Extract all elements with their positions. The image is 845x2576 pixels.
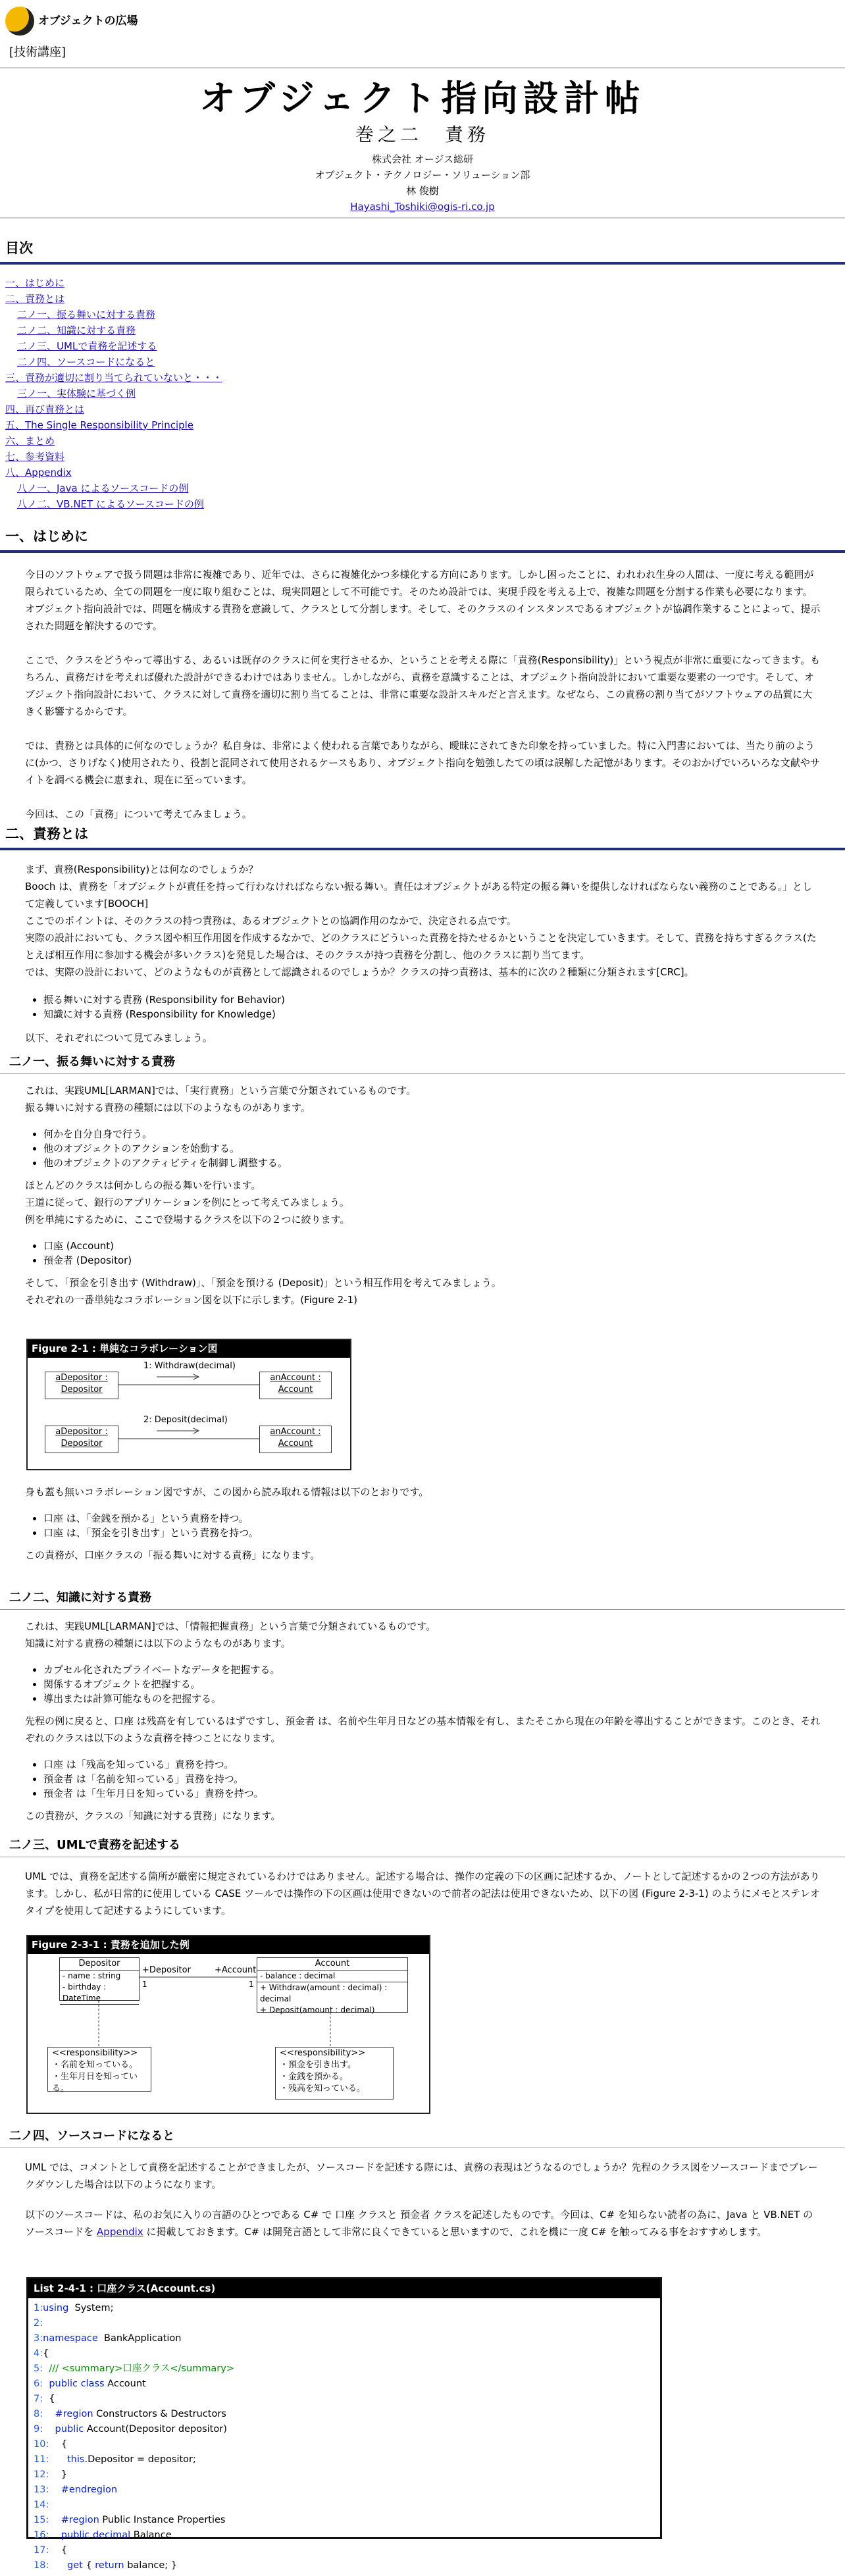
title-block: [0, 75, 845, 215]
section-uml-responsibility: [0, 1836, 845, 1919]
list-item: • 知識に対する責務 (Responsibility for Knowledge): [43, 1007, 845, 1021]
code-line: 15: #region Public Instance Properties: [34, 2514, 226, 2525]
section-source-code: [0, 2127, 845, 2240]
multiplicity-label: 1: [249, 1980, 254, 1989]
section-heading: 二、責務とは: [0, 824, 845, 850]
role-label: +Depositor: [142, 1965, 191, 1975]
list-item: • 振る舞いに対する責務 (Responsibility for Behavior): [43, 992, 845, 1007]
message-label: 2: Deposit(decimal): [143, 1415, 228, 1425]
code-line: 2:: [34, 2317, 43, 2329]
paragraph: そして、「預金を引き出す (Withdraw)」、「預金を預ける (Deposit)」という相互作用を考えてみましょう。: [25, 1277, 501, 1289]
toc-link[interactable]: 八、Appendix: [5, 466, 72, 478]
list-item: • 関係するオブジェクトを把握する。: [43, 1677, 845, 1691]
code-line: 8: #region Constructors & Destructors: [34, 2408, 226, 2419]
paragraph: ここで、クラスをどうやって導出する、あるいは既存のクラスに何を実行させるか、ということを考える際に「責務(Responsibility)」という視点が非常に重要になってきます。もちろん、責務だけを考えれば優れた設計ができるわけではありません。しかしながら、責務を意識することは、オブジェクト指向設計において重要な要素の一つです。そして、オブジェクト指向設計において、クラスに対して責務を適切に割り当てることは、非常に重要な設計スキルだと言えます。なぜなら、この責務の割り当てがソフトウェアの品質に大きく影響するからです。: [25, 654, 821, 717]
message-label: 1: Withdraw(decimal): [143, 1361, 236, 1371]
paragraph: 今回は、この「責務」について考えてみましょう。: [25, 808, 252, 820]
author: 林 俊樹: [406, 185, 439, 197]
paragraph: では、実際の設計において、どのようなものが責務として認識されるのでしょうか？クラスの持つ責務は、基本的に次の２種類に分類されます[CRC]。: [25, 966, 694, 978]
uml-class-account: Account - balance : decimal + Withdraw(amount : decimal) : decimal + Deposit(amount : decimal): [257, 1957, 408, 2013]
site-logo-icon[interactable]: [5, 7, 34, 36]
code-line: 6: public class Account: [34, 2378, 146, 2389]
toc-link[interactable]: 二ノ三、UMLで責務を記述する: [17, 340, 157, 352]
subsection-heading: 二ノ一、振る舞いに対する責務: [0, 1053, 845, 1074]
code-line: 9: public Account(Depositor depositor): [34, 2423, 227, 2434]
uml-note-account: <<responsibility>> ・預金を引き出す。 ・金銭を預かる。 ・残高を知っている。: [275, 2047, 394, 2099]
code-line: 10: {: [34, 2438, 68, 2450]
uml-object-depositor: aDepositor : Depositor: [45, 1426, 118, 1453]
toc-link[interactable]: 三、責務が適切に割り当てられていないと・・・: [5, 371, 223, 384]
section-heading: 一、はじめに: [0, 527, 845, 553]
divider: [0, 217, 845, 219]
list-item: • 口座 は、「預金を引き出す」という責務を持つ。: [43, 1526, 845, 1540]
code-line: 1:using System;: [34, 2302, 114, 2313]
site-name[interactable]: オブジェクトの広場: [38, 14, 138, 28]
paragraph: UML では、責務を記述する箇所が厳密に規定されているわけではありません。記述する場合は、操作の定義の下の区画に記述するか、ノートとして記述するかの２つの方法があります。しかし、私が日常的に使用している CASE ツールでは操作の下の区画は使用できないので前者の記法は使用できないため、以下の図 (Figure 2-3-1) のようにメモとステレオタイプを使用して記述するようにしています。: [25, 1870, 820, 1917]
list-item: • 口座 (Account): [43, 1239, 845, 1253]
bullet-list: [0, 1757, 845, 1801]
bullet-list: [0, 1239, 845, 1268]
paragraph: 知識に対する責務の種類には以下のようなものがあります。: [25, 1637, 291, 1649]
code-line: 16: public decimal Balance: [34, 2529, 172, 2540]
category-label: [技術講座]: [9, 45, 66, 59]
uml-object-account: anAccount : Account: [259, 1372, 332, 1399]
page-title: オブジェクト指向設計帖: [199, 77, 646, 119]
paragraph: では、責務とは具体的に何なのでしょうか？私自身は、非常によく使われる言葉でありながら、曖昧にされてきた印象を持っていました。特に入門書においては、当たり前のように(かつ、さりげなく)使用されたり、役割と混同されて使用されるケースもあり、オブジェクト指向を勉強したての頃は誤解した記憶があります。そのおかげでいろいろな文献やサイトを調べる機会に恵まれ、現在に至っています。: [25, 739, 820, 786]
list-item: • カプセル化されたプライベートなデータを把握する。: [43, 1662, 845, 1677]
paragraph: まず、責務(Responsibility)とは何なのでしょうか？: [25, 863, 259, 875]
uml-object-account: anAccount : Account: [259, 1426, 332, 1453]
toc-link[interactable]: 八ノ二、VB.NET によるソースコードの例: [17, 498, 204, 510]
paragraph: この責務が、口座クラスの「振る舞いに対する責務」になります。: [25, 1549, 320, 1561]
section-responsibility: [0, 824, 845, 1046]
subsection-heading: 二ノ二、知識に対する責務: [0, 1589, 845, 1610]
paragraph: ここでのポイントは、そのクラスの持つ責務は、あるオブジェクトとの協調作用のなかで、決定される点です。: [25, 914, 517, 927]
code-line: 7: {: [34, 2393, 55, 2404]
paragraph: これは、実践UML[LARMAN]では、「情報把握責務」という言葉で分類されているものです。: [25, 1620, 436, 1632]
toc-link[interactable]: 四、再び責務とは: [5, 403, 85, 415]
company: 株式会社 オージス総研: [371, 153, 474, 166]
toc-link[interactable]: 二ノ一、振る舞いに対する責務: [17, 308, 156, 321]
paragraph: UML では、コメントとして責務を記述することができましたが、ソースコードを記述する際には、責務の表現はどうなるのでしょうか？先程のクラス図をソースコードまでブレークダウンした場合は以下のようになります。: [25, 2161, 818, 2190]
figure-notes: [0, 1483, 845, 1564]
uml-object-depositor: aDepositor : Depositor: [45, 1372, 118, 1399]
list-item: • 導出または計算可能なものを把握する。: [43, 1691, 845, 1706]
toc-section: [0, 238, 845, 512]
site-header: [0, 0, 845, 41]
uml-class-depositor: Depositor - name : string - birthday : DateTime: [59, 1957, 140, 2001]
paragraph: 身も蓋も無いコラボレーション図ですが、この図から読み取れる情報は以下のとおりです。: [25, 1486, 429, 1498]
volume-title: 巻之二 責務: [355, 124, 490, 146]
paragraph: この責務が、クラスの「知識に対する責務」になります。: [25, 1810, 281, 1822]
code-line: 13: #endregion: [34, 2484, 118, 2495]
toc-list: [0, 265, 845, 512]
paragraph: 王道に従って、銀行のアプリケーションを例にとって考えてみましょう。: [25, 1197, 349, 1208]
toc-link[interactable]: 三ノ一、実体験に基づく例: [17, 387, 136, 399]
code-line: 14:: [34, 2499, 49, 2510]
bullet-list: [0, 1662, 845, 1706]
paragraph: これは、実践UML[LARMAN]では、「実行責務」という言葉で分類されているものです。: [25, 1085, 417, 1096]
multiplicity-label: 1: [142, 1980, 147, 1989]
appendix-link[interactable]: Appendix: [97, 2226, 143, 2238]
code-block: [28, 2298, 660, 2576]
code-line: 3:namespace BankApplication: [34, 2332, 182, 2344]
list-item: • 預金者 は「生年月日を知っている」責務を持つ。: [43, 1786, 845, 1801]
paragraph: それぞれの一番単純なコラボレーション図を以下に示します。(Figure 2-1): [25, 1294, 357, 1306]
code-line: 12: }: [34, 2469, 68, 2480]
divider: [0, 67, 845, 68]
list-item: • 預金者 (Depositor): [43, 1253, 845, 1268]
paragraph: 振る舞いに対する責務の種類には以下のようなものがあります。: [25, 1102, 311, 1114]
toc-link[interactable]: 一、はじめに: [5, 276, 65, 289]
department: オブジェクト・テクノロジー・ソリューション部: [315, 169, 530, 182]
subsection-heading: 二ノ三、UMLで責務を記述する: [0, 1836, 845, 1857]
subsection-heading: 二ノ四、ソースコードになると: [0, 2127, 845, 2148]
paragraph: 例を単純にするために、ここで登場するクラスを以下の２つに絞ります。: [25, 1214, 350, 1225]
list-item: • 何かを自分自身で行う。: [43, 1127, 845, 1141]
figure-title: Figure 2-3-1 : 責務を追加した例: [28, 1936, 429, 1954]
toc-heading: 目次: [0, 238, 845, 265]
paragraph: 先程の例に戻ると、口座 は残高を有しているはずですし、預金者 は、名前や生年月日などの基本情報を有し、またそこから現在の年齢を導出することができます。このとき、それぞれのクラスは以下のような責務を持つことになります。: [25, 1715, 821, 1744]
author-email-link[interactable]: Hayashi_Toshiki@ogis-ri.co.jp: [350, 201, 495, 213]
code-caption: List 2-4-1 : 口座クラス(Account.cs): [28, 2279, 660, 2298]
figure-class-diagram: [26, 1935, 430, 2114]
section-knowledge-responsibility: [0, 1589, 845, 1824]
toc-link[interactable]: 二ノ二、知識に対する責務: [17, 324, 136, 336]
toc-link[interactable]: 二、責務とは: [5, 292, 65, 305]
paragraph: 以下、それぞれについて見てみましょう。: [25, 1031, 213, 1044]
code-line: 4:{: [34, 2348, 49, 2359]
uml-note-depositor: <<responsibility>> ・名前を知っている。 ・生年月日を知っている。: [47, 2047, 151, 2092]
toc-link[interactable]: 二ノ四、ソースコードになると: [17, 355, 155, 368]
bullet-list: [0, 992, 845, 1021]
paragraph: 実際の設計においても、クラス図や相互作用図を作成するなかで、どのクラスにどういった責務を持たせるかということを決定していきます。そして、責務を持ちすぎるクラス(たとえば相互作用に参加する機会が多いクラス)を発見した場合は、そのクラスが持つ責務を分割し、他のクラスに割り当てます。: [25, 931, 817, 961]
paragraph: 今日のソフトウェアで扱う問題は非常に複雑であり、近年では、さらに複雑化かつ多様化する方向にあります。しかし困ったことに、われわれ生身の人間は、一度に考える範囲が限られているため、全ての問題を一度に取り組むことは、現実問題として不可能です。そのため設計では、実現手段を考える上で、複雑な問題を分割する作業も必要になります。オブジェクト指向設計では、問題を構成する責務を意識して、クラスとして分割します。そして、そのクラスのインスタンスであるオブジェクトが協調作業することによって、提示された問題を解決するのです。: [25, 568, 821, 632]
list-item: • 預金者 は「名前を知っている」責務を持つ。: [43, 1772, 845, 1786]
code-line: 5: /// <summary>口座クラス</summary>: [34, 2363, 234, 2374]
paragraph: 以下のソースコードは、私のお気に入りの言語のひとつである C# で 口座 クラスと 預金者 クラスを記述したものです。今回は、C# を知らない読者の為に、Java と VB.NET のソースコードを Appendix に掲載しておきます。C# は開発言語として非常に良くできていると思いますので、これを機に一度 C# を触ってみる事をおすすめします。: [25, 2209, 813, 2238]
paragraph: ほとんどのクラスは何かしらの振る舞いを行います。: [25, 1179, 261, 1191]
list-item: • 口座 は、「金銭を預かる」という責務を持つ。: [43, 1511, 845, 1526]
bullet-list: [0, 1127, 845, 1170]
toc-link[interactable]: 六、まとめ: [5, 434, 55, 447]
list-item: • 他のオブジェクトのアクティビティを制御し調整する。: [43, 1156, 845, 1170]
bullet-list: [0, 1511, 845, 1540]
code-line: 18: get { return balance; }: [34, 2560, 178, 2571]
toc-link[interactable]: 八ノ一、Java によるソースコードの例: [17, 482, 189, 494]
code-line: 17: {: [34, 2544, 68, 2556]
code-line: 11: this.Depositor = depositor;: [34, 2454, 196, 2465]
list-item: • 他のオブジェクトのアクションを始動する。: [43, 1141, 845, 1156]
role-label: +Account: [215, 1965, 257, 1975]
figure-title: Figure 2-1 : 単純なコラボレーション図: [28, 1340, 350, 1358]
section-behavior-responsibility: [0, 1053, 845, 1308]
toc-link[interactable]: 五、The Single Responsibility Principle: [5, 419, 194, 431]
toc-link[interactable]: 七、参考資料: [5, 450, 65, 463]
section-introduction: [0, 527, 845, 823]
paragraph: Booch は、責務を「オブジェクトが責任を持って行わなければならない振る舞い。責任はオブジェクトがある特定の振る舞いを提供しなければならない義務のことである。」として定義しています[BOOCH]: [25, 880, 812, 910]
code-listing: [26, 2277, 662, 2571]
figure-collaboration-diagram: [26, 1339, 351, 1470]
list-item: • 口座 は「残高を知っている」責務を持つ。: [43, 1757, 845, 1772]
